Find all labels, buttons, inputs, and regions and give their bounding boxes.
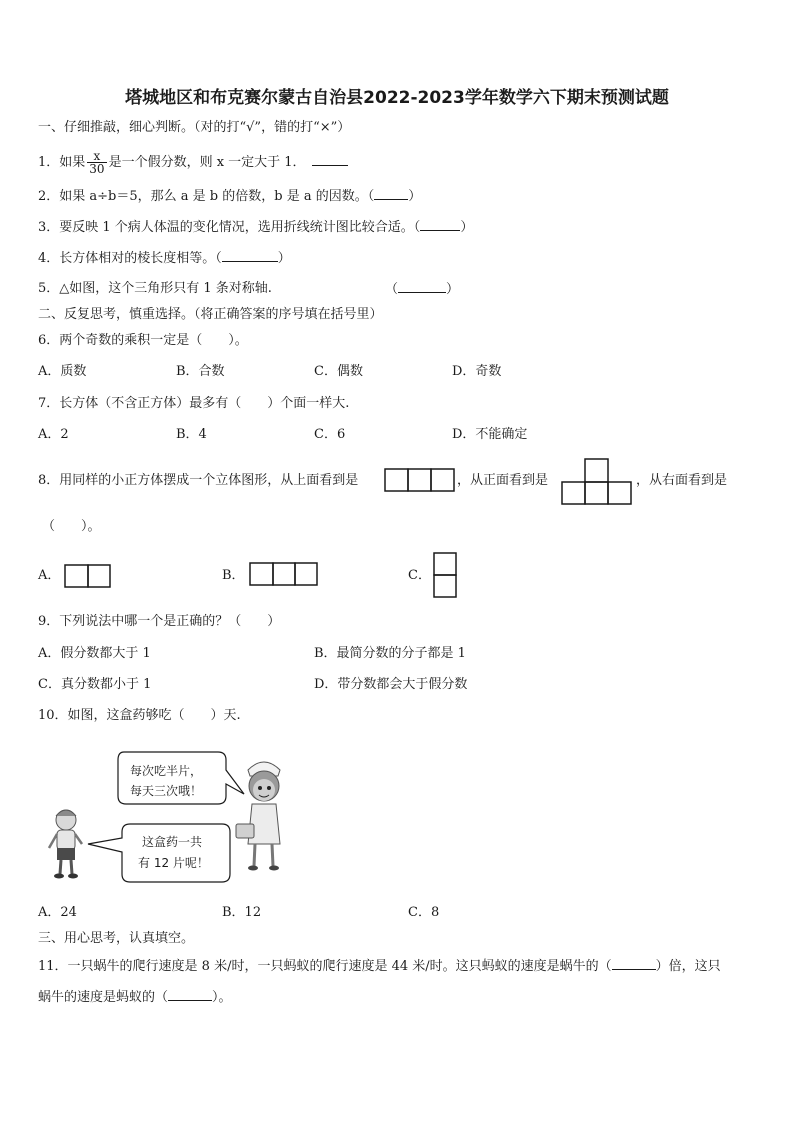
q3-text: 3．要反映 1 个病人体温的变化情况，选用折线统计图比较合适。（ [38,220,421,235]
q6-option-d[interactable]: D．奇数 [452,364,502,379]
q9-option-c[interactable]: C．真分数都小于 1 [38,677,152,692]
question-4 [38,249,291,268]
q7-option-d[interactable]: D．不能确定 [452,427,528,442]
q7-option-a[interactable]: A．2 [38,427,69,442]
q1-post: 是一个假分数，则 x 一定大于 1． [108,155,306,170]
q4-close: ） [277,251,291,266]
q5-open: （ [385,282,399,297]
question-7: 7．长方体（不含正方体）最多有（ ）个面一样大. [38,396,350,411]
q8-option-a[interactable]: A． [38,568,61,583]
page-title: 塔城地区和布克赛尔蒙古自治县2022-2023学年数学六下期末预测试题 [125,88,669,108]
question-5 [38,280,272,298]
q6-option-a[interactable]: A．质数 [38,364,87,379]
section2-heading: 二、反复思考，慎重选择。（将正确答案的序号填在括号里） [38,307,383,322]
answer-blank-3[interactable] [420,218,460,231]
question-3 [38,218,473,237]
q1-pre: 1．如果 [38,155,86,170]
bubble2-line2: 有 12 片呢！ [138,856,209,870]
q4-text: 4．长方体相对的棱长度相等。（ [38,251,222,266]
q8-part1: 8．用同样的小正方体摆成一个立体图形，从上面看到是 [38,473,359,488]
question-2 [38,187,421,206]
section3-heading: 三、用心思考，认真填空。 [38,931,195,946]
q8-option-c-figure [433,552,457,598]
answer-blank-2[interactable] [374,187,408,200]
q8-option-c[interactable]: C． [408,568,431,583]
q8-part4: （ ）。 [42,519,101,534]
top-view-figure [384,468,456,492]
q3-close: ） [460,220,474,235]
q9-option-a[interactable]: A．假分数都大于 1 [38,646,151,661]
bubble1-line1: 每次吃半片， [130,764,203,778]
answer-blank-11b[interactable] [168,988,212,1001]
q5-text: 5．△如图，这个三角形只有 1 条对称轴. [38,281,272,296]
question-11-line2 [38,988,232,1007]
answer-blank-4[interactable] [222,249,278,262]
q10-option-a[interactable]: A．24 [38,905,77,920]
q2-text: 2．如果 a÷b＝5，那么 a 是 b 的倍数，b 是 a 的因数。（ [38,189,375,204]
front-view-figure [561,458,633,506]
q5-close: ） [446,282,460,297]
q9-option-d[interactable]: D．带分数都会大于假分数 [314,677,468,692]
q8-part3: ，从右面看到是 [636,473,728,488]
q10-option-c[interactable]: C．8 [408,905,440,920]
fraction-numerator: x [87,150,106,163]
answer-blank-5[interactable] [398,280,446,293]
question-1 [38,150,348,175]
fraction-denominator: 30 [89,162,105,176]
q8-option-b-figure [249,562,319,586]
q9-option-b[interactable]: B．最简分数的分子都是 1 [314,646,466,661]
q6-option-b[interactable]: B．合数 [176,364,225,379]
answer-blank-11a[interactable] [612,957,656,970]
q6-option-c[interactable]: C．偶数 [314,364,363,379]
q7-option-c[interactable]: C．6 [314,427,346,442]
q2-close: ） [408,189,422,204]
q11-line1: 11．一只蜗牛的爬行速度是 8 米/时，一只蚂蚁的爬行速度是 44 米/时。这只蚂蚁的速度是蜗牛的（ [38,959,612,974]
q11-line2b: ）。 [212,990,232,1005]
question-6: 6．两个奇数的乘积一定是（ ）。 [38,333,248,348]
q8-part2: ，从正面看到是 [457,473,549,488]
question-10: 10．如图，这盒药够吃（ ）天. [38,708,241,723]
nurse-figure [236,762,280,871]
q8-option-b[interactable]: B． [222,568,245,583]
q11-line1b: ）倍，这只 [655,959,721,974]
question-9: 9．下列说法中哪一个是正确的？（ ） [38,614,281,629]
answer-blank-1[interactable] [312,153,348,166]
q7-option-b[interactable]: B．4 [176,427,207,442]
bubble1-line2: 每天三次哦！ [130,784,203,798]
question-11-line1 [38,957,721,976]
q10-option-b[interactable]: B．12 [222,905,262,920]
section1-heading: 一、仔细推敲，细心判断。（对的打“√”，错的打“×”） [38,120,351,135]
question-5-answer [385,280,459,299]
child-figure [49,810,82,879]
q8-option-a-figure [64,564,112,588]
q11-line2: 蜗牛的速度是蚂蚁的（ [38,990,169,1005]
bubble2-line1: 这盒药一共 [142,835,203,849]
fraction-x-30 [87,150,106,175]
